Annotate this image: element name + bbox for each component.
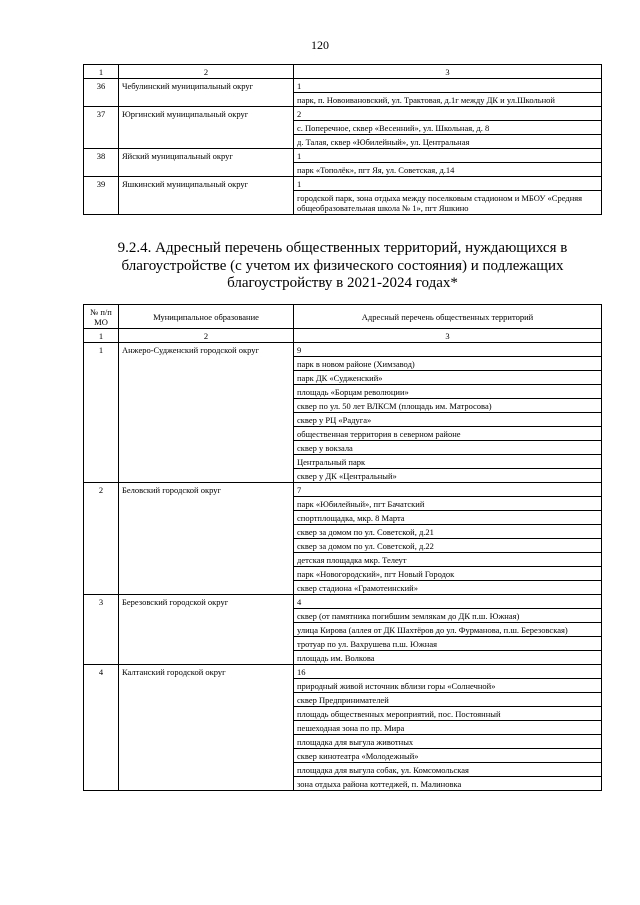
- territory-address-cell: площадь им. Волкова: [294, 651, 602, 665]
- territory-count-cell: 1: [294, 79, 602, 93]
- territory-address-cell: парк «Новогородский», пгт Новый Городок: [294, 567, 602, 581]
- table-header-row: [84, 305, 602, 329]
- territory-count-cell: 2: [294, 107, 602, 121]
- territory-address-cell: сквер у ДК «Центральный»: [294, 469, 602, 483]
- public-territories-table: [83, 304, 602, 791]
- column-number-row: [84, 65, 602, 79]
- table-row: [84, 595, 602, 609]
- territory-address-cell: парк «Юбилейный», пгт Бачатский: [294, 497, 602, 511]
- table-row: [84, 177, 602, 191]
- territory-address-cell: парк ДК «Судженский»: [294, 371, 602, 385]
- row-number-cell: 37: [84, 107, 119, 149]
- territory-address-cell: сквер у РЦ «Радуга»: [294, 413, 602, 427]
- municipality-name-cell: Калтанский городской округ: [119, 665, 294, 791]
- table-row: [84, 107, 602, 121]
- table-row: [84, 79, 602, 93]
- column-number-cell: 3: [294, 65, 602, 79]
- territory-address-cell: парк, п. Новоивановский, ул. Трактовая, д.1г между ДК и ул.Школьной: [294, 93, 602, 107]
- territory-address-cell: сквер у вокзала: [294, 441, 602, 455]
- municipality-name-cell: Березовский городской округ: [119, 595, 294, 665]
- municipality-name-cell: Чебулинский муниципальный округ: [119, 79, 294, 107]
- row-number-cell: 36: [84, 79, 119, 107]
- territory-count-cell: 7: [294, 483, 602, 497]
- territory-address-cell: пешеходная зона по пр. Мира: [294, 721, 602, 735]
- column-number-cell: 2: [119, 329, 294, 343]
- territory-address-cell: сквер стадиона «Грамотеинский»: [294, 581, 602, 595]
- table-row: [84, 149, 602, 163]
- territory-address-cell: сквер кинотеатра «Молодежный»: [294, 749, 602, 763]
- territory-address-cell: парк «Тополёк», пгт Яя, ул. Советская, д.14: [294, 163, 602, 177]
- municipality-name-cell: Яшкинский муниципальный округ: [119, 177, 294, 215]
- territory-address-cell: тротуар по ул. Вахрушева п.ш. Южная: [294, 637, 602, 651]
- column-number-cell: 1: [84, 65, 119, 79]
- territory-address-cell: площадка для выгула животных: [294, 735, 602, 749]
- page-number: 120: [311, 38, 329, 52]
- row-number-cell: 38: [84, 149, 119, 177]
- header-number-cell: № п/п МО: [84, 305, 119, 329]
- territory-count-cell: 16: [294, 665, 602, 679]
- row-number-cell: 4: [84, 665, 119, 791]
- territory-address-cell: сквер за домом по ул. Советской, д.22: [294, 539, 602, 553]
- row-number-cell: 39: [84, 177, 119, 215]
- territory-address-cell: парк в новом районе (Химзавод): [294, 357, 602, 371]
- municipality-name-cell: Яйский муниципальный округ: [119, 149, 294, 177]
- section-heading: 9.2.4. Адресный перечень общественных территорий, нуждающихся в благоустройстве (с учетом их физического состояния) и подлежащих благоустройству в 2021-2024 годах*: [117, 240, 568, 291]
- territory-address-cell: сквер по ул. 50 лет ВЛКСМ (площадь им. Матросова): [294, 399, 602, 413]
- table-row: [84, 483, 602, 497]
- territory-address-cell: природный живой источник вблизи горы «Солнечной»: [294, 679, 602, 693]
- row-number-cell: 1: [84, 343, 119, 483]
- header-address-list-cell: Адресный перечень общественных территорий: [294, 305, 602, 329]
- territory-address-cell: сквер Предпринимателей: [294, 693, 602, 707]
- territory-address-cell: Центральный парк: [294, 455, 602, 469]
- territory-count-cell: 9: [294, 343, 602, 357]
- municipality-name-cell: Анжеро-Судженский городской округ: [119, 343, 294, 483]
- column-number-row: [84, 329, 602, 343]
- territory-address-cell: с. Поперечное, сквер «Весенний», ул. Школьная, д. 8: [294, 121, 602, 135]
- territory-address-cell: спортплощадка, мкр. 8 Марта: [294, 511, 602, 525]
- territory-address-cell: сквер за домом по ул. Советской, д.21: [294, 525, 602, 539]
- territory-address-cell: сквер (от памятника погибшим землякам до ДК п.ш. Южная): [294, 609, 602, 623]
- municipality-name-cell: Беловский городской округ: [119, 483, 294, 595]
- column-number-cell: 1: [84, 329, 119, 343]
- territory-count-cell: 1: [294, 149, 602, 163]
- territory-address-cell: площадь «Борцам революции»: [294, 385, 602, 399]
- territory-address-cell: городской парк, зона отдыха между поселковым стадионом и МБОУ «Средняя общеобразовательная школа № 1», пгт Яшкино: [294, 191, 602, 215]
- territory-address-cell: д. Талая, сквер «Юбилейный», ул. Центральная: [294, 135, 602, 149]
- territory-count-cell: 4: [294, 595, 602, 609]
- column-number-cell: 3: [294, 329, 602, 343]
- column-number-cell: 2: [119, 65, 294, 79]
- territory-address-cell: площадка для выгула собак, ул. Комсомольская: [294, 763, 602, 777]
- territory-address-cell: детская площадка мкр. Телеут: [294, 553, 602, 567]
- table-row: [84, 343, 602, 357]
- row-number-cell: 2: [84, 483, 119, 595]
- row-number-cell: 3: [84, 595, 119, 665]
- territory-address-cell: общественная территория в северном районе: [294, 427, 602, 441]
- header-municipality-cell: Муниципальное образование: [119, 305, 294, 329]
- municipality-name-cell: Юргинский муниципальный округ: [119, 107, 294, 149]
- municipal-territories-table-continued: [83, 64, 602, 215]
- territory-address-cell: улица Кирова (аллея от ДК Шахтёров до ул. Фурманова, п.ш. Березовская): [294, 623, 602, 637]
- table-row: [84, 665, 602, 679]
- territory-count-cell: 1: [294, 177, 602, 191]
- territory-address-cell: площадь общественных мероприятий, пос. Постоянный: [294, 707, 602, 721]
- territory-address-cell: зона отдыха района коттеджей, п. Малиновка: [294, 777, 602, 791]
